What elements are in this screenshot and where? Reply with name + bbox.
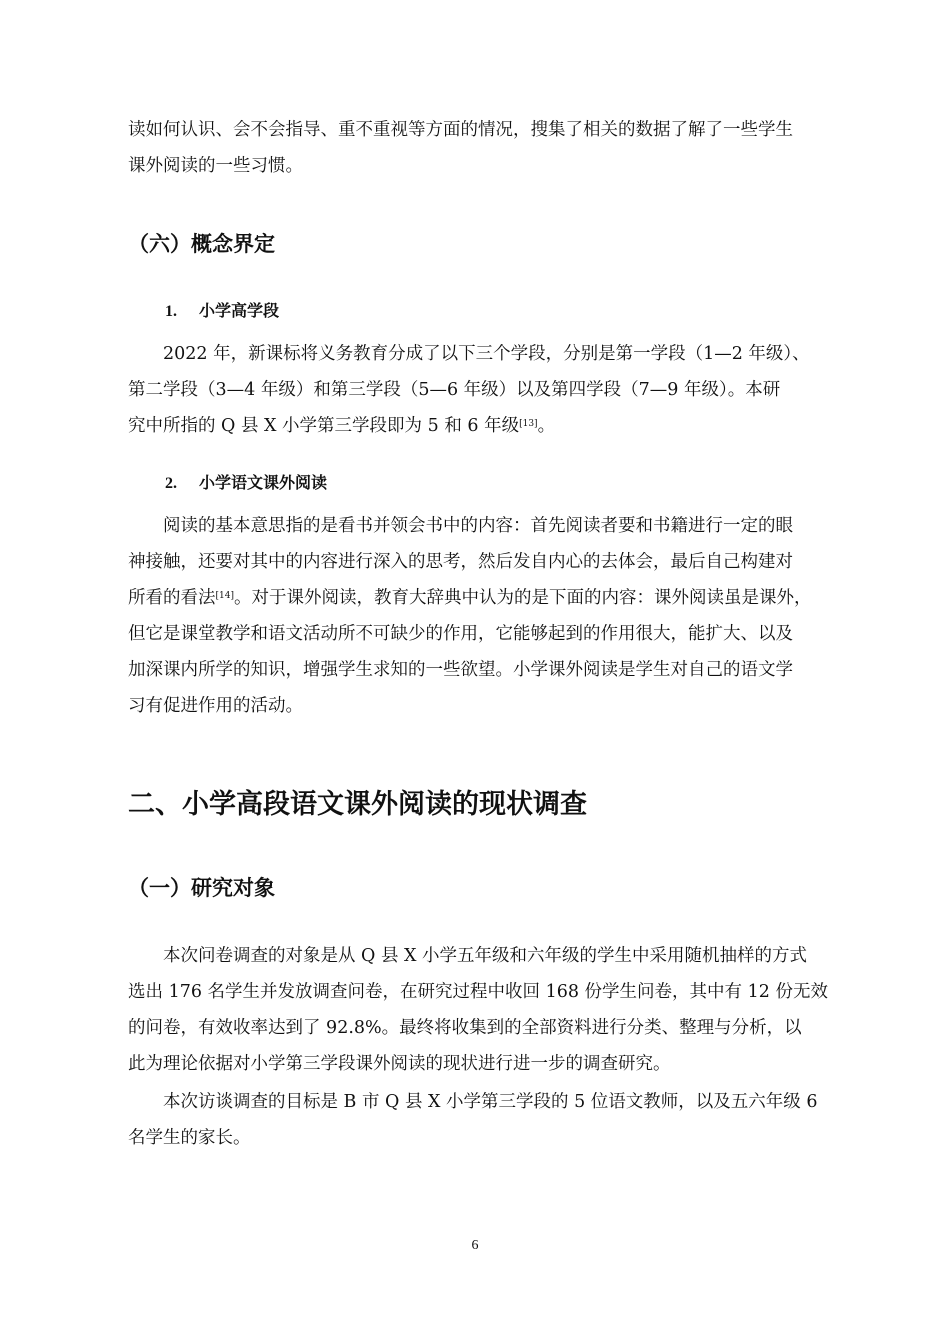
subsection-2-heading	[165, 470, 327, 493]
citation-14: [14]	[215, 591, 234, 601]
para2-line-3-start: 所看的看法	[128, 588, 216, 608]
para4-line-2: 名学生的家长。	[128, 1128, 251, 1148]
para2-line-5: 加深课内所学的知识，增强学生求知的一些欲望。小学课外阅读是学生对自己的语文学	[128, 660, 793, 680]
para2-line-4: 但它是课堂教学和语文活动所不可缺少的作用，它能够起到的作用很大，能扩大、以及	[128, 624, 793, 644]
para1-line-1: 2022 年，新课标将义务教育分成了以下三个学段，分别是第一学段（1—2 年级）、	[163, 344, 810, 364]
para1-line-3	[128, 408, 863, 444]
para2-line-1: 阅读的基本意思指的是看书并领会书中的内容：首先阅读者要和书籍进行一定的眼	[163, 516, 793, 536]
paragraph-school-stage	[128, 336, 863, 444]
paragraph-research-subjects	[128, 938, 863, 1082]
paragraph-interview-subjects	[128, 1084, 863, 1156]
para4-line-1: 本次访谈调查的目标是 B 市 Q 县 X 小学第三学段的 5 位语文教师，以及五六年级 6	[163, 1092, 818, 1112]
subsection-1-number: 1.	[165, 303, 177, 320]
para2-line-2: 神接触，还要对其中的内容进行深入的思考，然后发自内心的去体会，最后自己构建对	[128, 552, 793, 572]
para2-line-3	[128, 580, 863, 616]
chapter-2-heading: 二、小学高段语文课外阅读的现状调查	[128, 789, 587, 820]
para1-line-3-text: 究中所指的 Q 县 X 小学第三学段即为 5 和 6 年级	[128, 416, 520, 436]
section-1-heading: （一）研究对象	[128, 876, 275, 900]
subsection-1-title: 小学高学段	[199, 301, 280, 320]
para3-line-1: 本次问卷调查的对象是从 Q 县 X 小学五年级和六年级的学生中采用随机抽样的方式	[163, 946, 808, 966]
para1-line-2: 第二学段（3—4 年级）和第三学段（5—6 年级）以及第四学段（7—9 年级）。本研	[128, 380, 781, 400]
intro-line-1: 读如何认识、会不会指导、重不重视等方面的情况，搜集了相关的数据了解了一些学生	[128, 120, 793, 140]
para2-line-3-rest: 。对于课外阅读，教育大辞典中认为的是下面的内容：课外阅读虽是课外，	[233, 588, 812, 608]
page-number: 6	[471, 1238, 479, 1253]
subsection-1-heading	[165, 298, 279, 321]
para1-line-3-end: 。	[537, 416, 556, 436]
para3-line-4: 此为理论依据对小学第三学段课外阅读的现状进行进一步的调查研究。	[128, 1054, 671, 1074]
subsection-2-number: 2.	[165, 475, 177, 492]
paragraph-reading-definition	[128, 508, 863, 724]
section-6-heading: （六）概念界定	[128, 232, 275, 256]
intro-line-2: 课外阅读的一些习惯。	[128, 156, 303, 176]
intro-paragraph	[128, 112, 863, 184]
para3-line-3: 的问卷，有效收率达到了 92.8%。最终将收集到的全部资料进行分类、整理与分析，以	[128, 1018, 802, 1038]
subsection-2-title: 小学语文课外阅读	[199, 473, 328, 492]
para2-line-6: 习有促进作用的活动。	[128, 696, 303, 716]
para3-line-2: 选出 176 名学生并发放调查问卷，在研究过程中收回 168 份学生问卷，其中有 12 份无效	[128, 982, 828, 1002]
citation-13: [13]	[519, 419, 538, 429]
